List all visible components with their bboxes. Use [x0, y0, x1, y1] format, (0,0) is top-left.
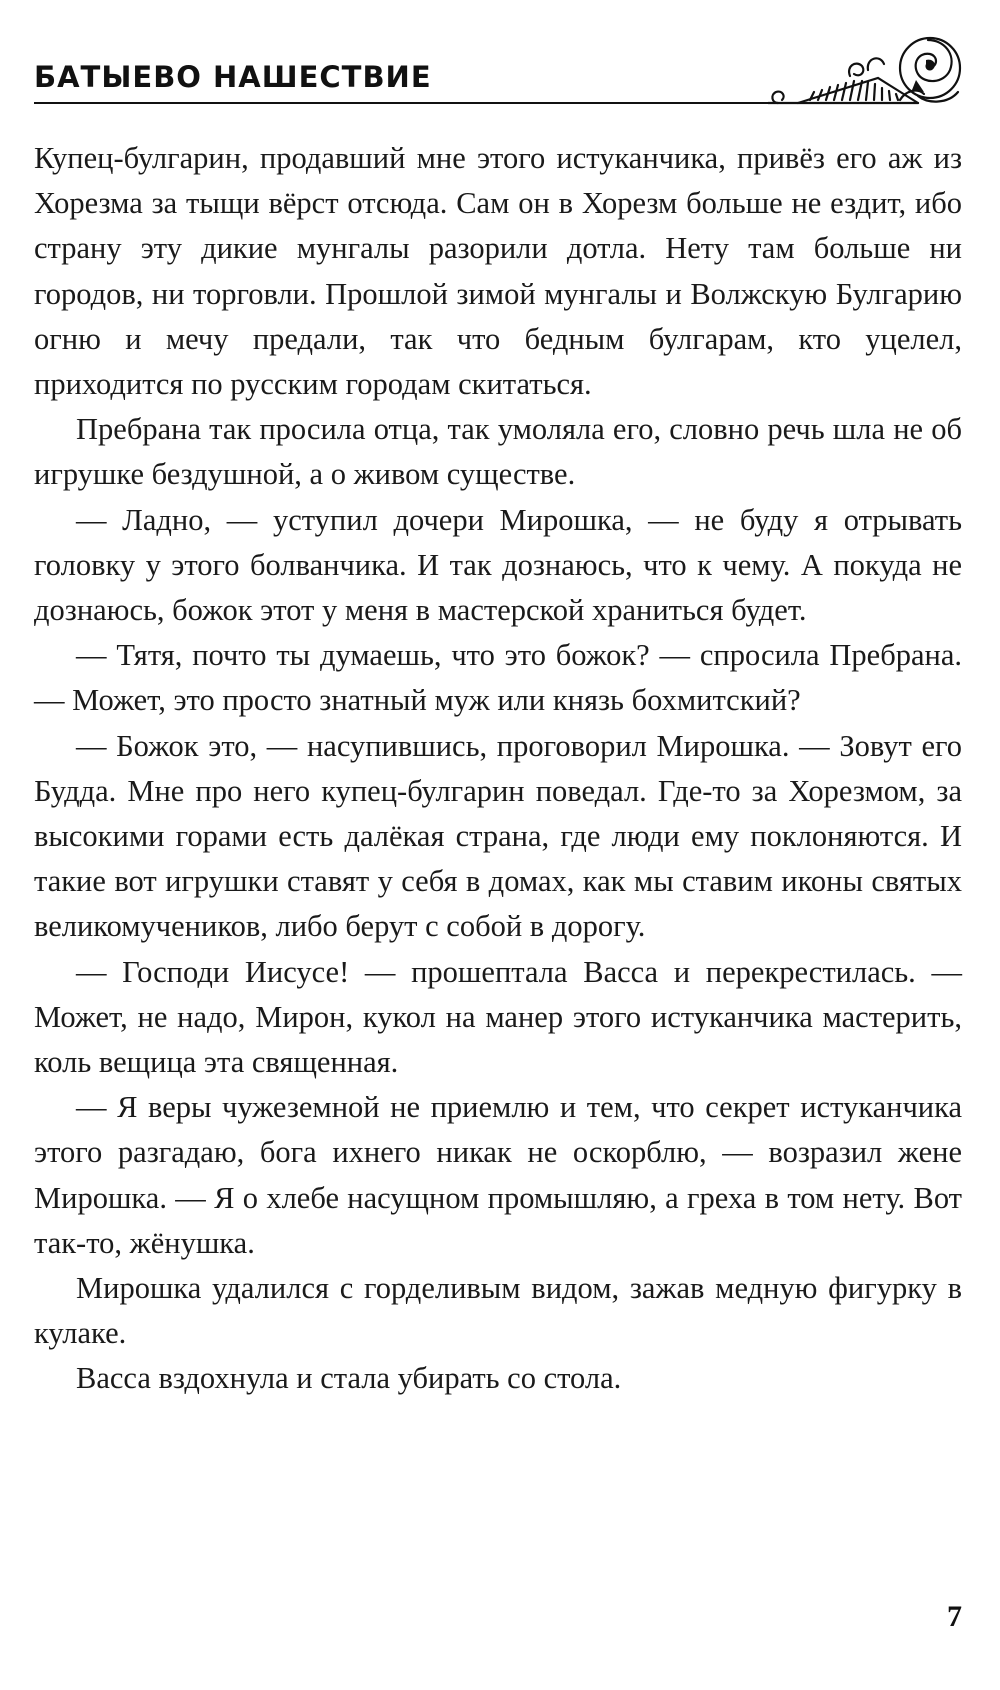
- running-title: БАТЫЕВО НАШЕСТВИЕ: [34, 60, 432, 94]
- body-text: [34, 136, 962, 1402]
- paragraph: Пребрана так просила отца, так умоляла его, словно речь шла не об игрушке бездушной, а о живом существе.: [34, 412, 962, 492]
- page-number: 7: [947, 1600, 962, 1633]
- paragraph: — Тятя, почто ты думаешь, что это божок? — спросила Пребрана. — Может, это просто знатный муж или князь бохмитский?: [34, 638, 962, 718]
- paragraph: — Божок это, — насупившись, проговорил Мирошка. — Зовут его Будда. Мне про него купец-булгарин поведал. Где-то за Хорезмом, за высокими горами есть далёкая страна, где люди ему поклоняются. И такие вот игрушки ставят у себя в домах, как мы ставим иконы святых великомучеников, либо берут с собой в дорогу.: [34, 728, 962, 944]
- paragraph: Купец-булгарин, продавший мне этого истуканчика, привёз его аж из Хорезма за тыщи вёрст отсюда. Сам он в Хорезм больше не ездит, ибо страну эту дикие мунгалы разорили дотла. Нету там больше ни городов, ни торговли. Прошлой зимой мунгалы и Волжскую Булгарию огню и мечу предали, так что бедным булгарам, кто уцелел, приходится по русским городам скитаться.: [34, 141, 962, 402]
- page-header: [34, 30, 962, 110]
- paragraph: Васса вздохнула и стала убирать со стола.: [76, 1361, 622, 1396]
- scroll-ornament-icon: [768, 30, 968, 112]
- paragraph: — Я веры чужеземной не приемлю и тем, что секрет истуканчика этого разгадаю, бога ихнего никак не оскорблю, — возразил жене Мирошка. — Я о хлебе насущном промышляю, а греха в том нету. Вот так-то, жёнушка.: [34, 1090, 962, 1260]
- paragraph: — Ладно, — уступил дочери Мирошка, — не буду я отрывать головку у этого болванчика. И так дознаюсь, что к чему. А покуда не дознаюсь, божок этот у меня в мастерской храниться будет.: [34, 502, 962, 628]
- paragraph: — Господи Иисусе! — прошептала Васса и перекрестилась. — Может, не надо, Мирон, кукол на манер этого истуканчика мастерить, коль вещица эта священная.: [34, 954, 962, 1080]
- paragraph: Мирошка удалился с горделивым видом, зажав медную фигурку в кулаке.: [34, 1271, 962, 1351]
- header-rule: [34, 102, 776, 104]
